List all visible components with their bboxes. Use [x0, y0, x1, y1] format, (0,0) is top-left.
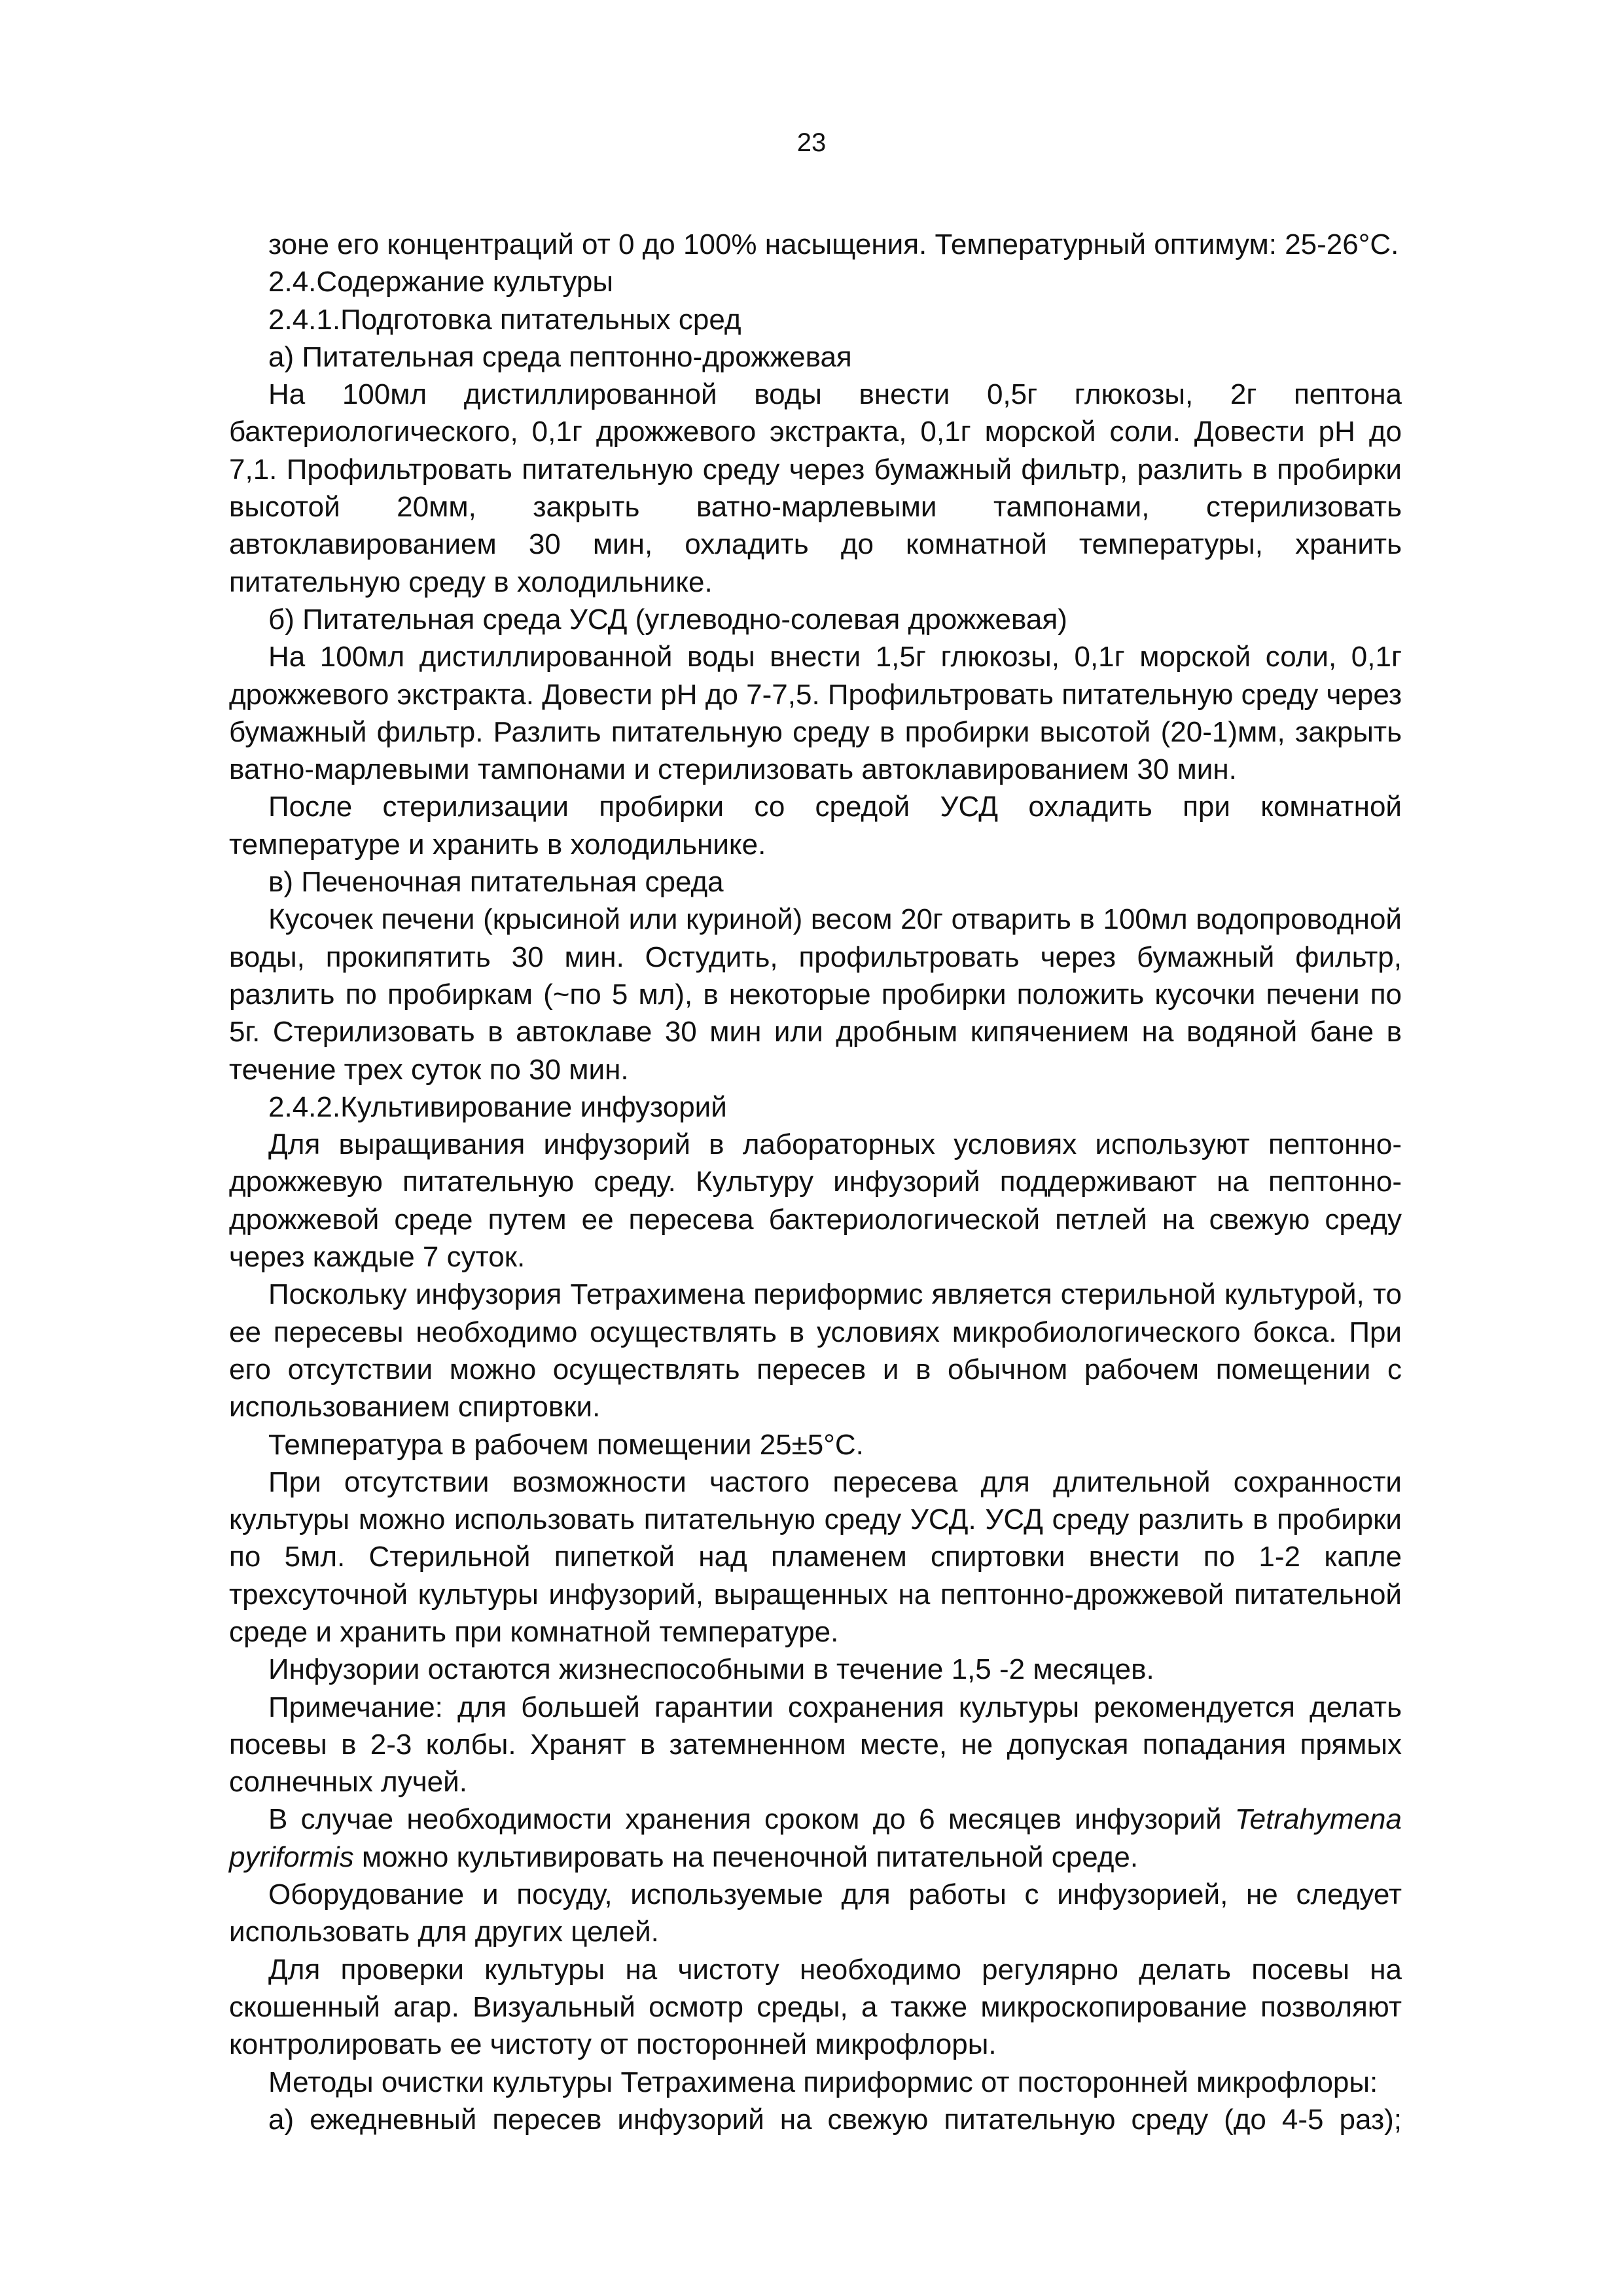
text-run: В случае необходимости хранения сроком до 6 месяцев инфузорий — [268, 1803, 1235, 1836]
paragraph-cleaning-methods: Методы очистки культуры Тетрахимена пириформис от посторонней микрофлоры: — [268, 2066, 1378, 2098]
list-item-daily-reseeding: а) ежедневный пересев инфузорий на свежую питательную среду (до 4-5 раз); — [268, 2103, 1402, 2136]
paragraph-cultivation: Для выращивания инфузорий в лабораторных условиях используют пептонно-дрожжевую питательную среду. Культуру инфузорий поддерживают на пептонно-дрожжевой среде путем ее пересева бактериологической петлей на свежую среду через каждые 7 суток. — [229, 1128, 1402, 1274]
text-run: можно культивировать на печеночной питательной среде. — [353, 1840, 1139, 1873]
subsection-heading-media-preparation: 2.4.1.Подготовка питательных сред — [268, 303, 741, 336]
paragraph-liver-recipe: Кусочек печени (крысиной или куриной) весом 20г отварить в 100мл водопроводной воды, прокипятить 30 мин. Остудить, профильтровать через бумажный фильтр, разлить по пробиркам (~по 5 мл), в некоторые пробирки положить кусочки печени по 5г. Стерилизовать в автоклаве 30 мин или дробным кипячением на водяной бане в течение трех суток по 30 мин. — [229, 903, 1402, 1086]
paragraph-viability: Инфузории остаются жизнеспособными в течение 1,5 -2 месяцев. — [268, 1653, 1154, 1686]
page-number: 23 — [796, 128, 827, 157]
medium-heading-peptone-yeast: а) Питательная среда пептонно-дрожжевая — [268, 340, 852, 373]
paragraph-usd-storage: После стерилизации пробирки со средой УСД охладить при комнатной температуре и хранить в холодильнике. — [229, 791, 1402, 861]
subsection-heading-cultivation: 2.4.2.Культивирование инфузорий — [268, 1090, 727, 1123]
paragraph-long-term-storage: При отсутствии возможности частого пересева для длительной сохранности культуры можно использовать питательную среду УСД. УСД среду разлить в пробирки по 5мл. Стерильной пипеткой над пламенем спиртовки внести по 1-2 капле трехсуточной культуры инфузорий, выращенных на пептонно-дрожжевой питательной среде и хранить при комнатной температуре. — [229, 1465, 1402, 1648]
paragraph-purity-check: Для проверки культуры на чистоту необходимо регулярно делать посевы на скошенный агар. Визуальный осмотр среды, а также микроскопирование позволяют контролировать ее чистоту от посторонней микрофлоры. — [229, 1953, 1402, 2061]
medium-heading-liver: в) Печеночная питательная среда — [268, 866, 724, 899]
species-name: Tetrahymena pyriformis — [229, 1803, 1402, 1873]
paragraph-note: Примечание: для большей гарантии сохранения культуры рекомендуется делать посевы в 2-3 колбы. Хранят в затемненном месте, не допуская попадания прямых солнечных лучей. — [229, 1691, 1402, 1799]
paragraph-sterile-box: Поскольку инфузория Тетрахимена периформис является стерильной культурой, то ее пересевы необходимо осуществлять в условиях микробиологического бокса. При его отсутствии можно осуществлять пересев и в обычном рабочем помещении с использованием спиртовки. — [229, 1278, 1402, 1424]
paragraph-optimum: зоне его концентраций от 0 до 100% насыщения. Температурный оптимум: 25-26°С. — [268, 228, 1399, 260]
section-heading-culture-maintenance: 2.4.Содержание культуры — [268, 266, 613, 298]
medium-heading-usd: б) Питательная среда УСД (углеводно-солевая дрожжевая) — [268, 603, 1067, 636]
paragraph-six-month-storage — [229, 1801, 1402, 1876]
paragraph-usd-recipe: На 100мл дистиллированной воды внести 1,5г глюкозы, 0,1г морской соли, 0,1г дрожжевого экстракта. Довести рН до 7-7,5. Профильтровать питательную среду через бумажный фильтр. Разлить питательную среду в пробирки высотой (20-1)мм, закрыть ватно-марлевыми тампонами и стерилизовать автоклавированием 30 мин. — [229, 641, 1402, 786]
paragraph-peptone-yeast-recipe: На 100мл дистиллированной воды внести 0,5г глюкозы, 2г пептона бактериологического, 0,1г дрожжевого экстракта, 0,1г морской соли. Довести рН до 7,1. Профильтровать питательную среду через бумажный фильтр, разлить в пробирки высотой 20мм, закрыть ватно-марлевыми тампонами, стерилизовать автоклавированием 30 мин, охладить до комнатной температуры, хранить питательную среду в холодильнике. — [229, 378, 1402, 598]
page-body — [229, 226, 1402, 2138]
paragraph-equipment: Оборудование и посуду, используемые для работы с инфузорией, не следует использовать для других целей. — [229, 1878, 1402, 1948]
paragraph-room-temperature: Температура в рабочем помещении 25±5°С. — [268, 1428, 864, 1461]
